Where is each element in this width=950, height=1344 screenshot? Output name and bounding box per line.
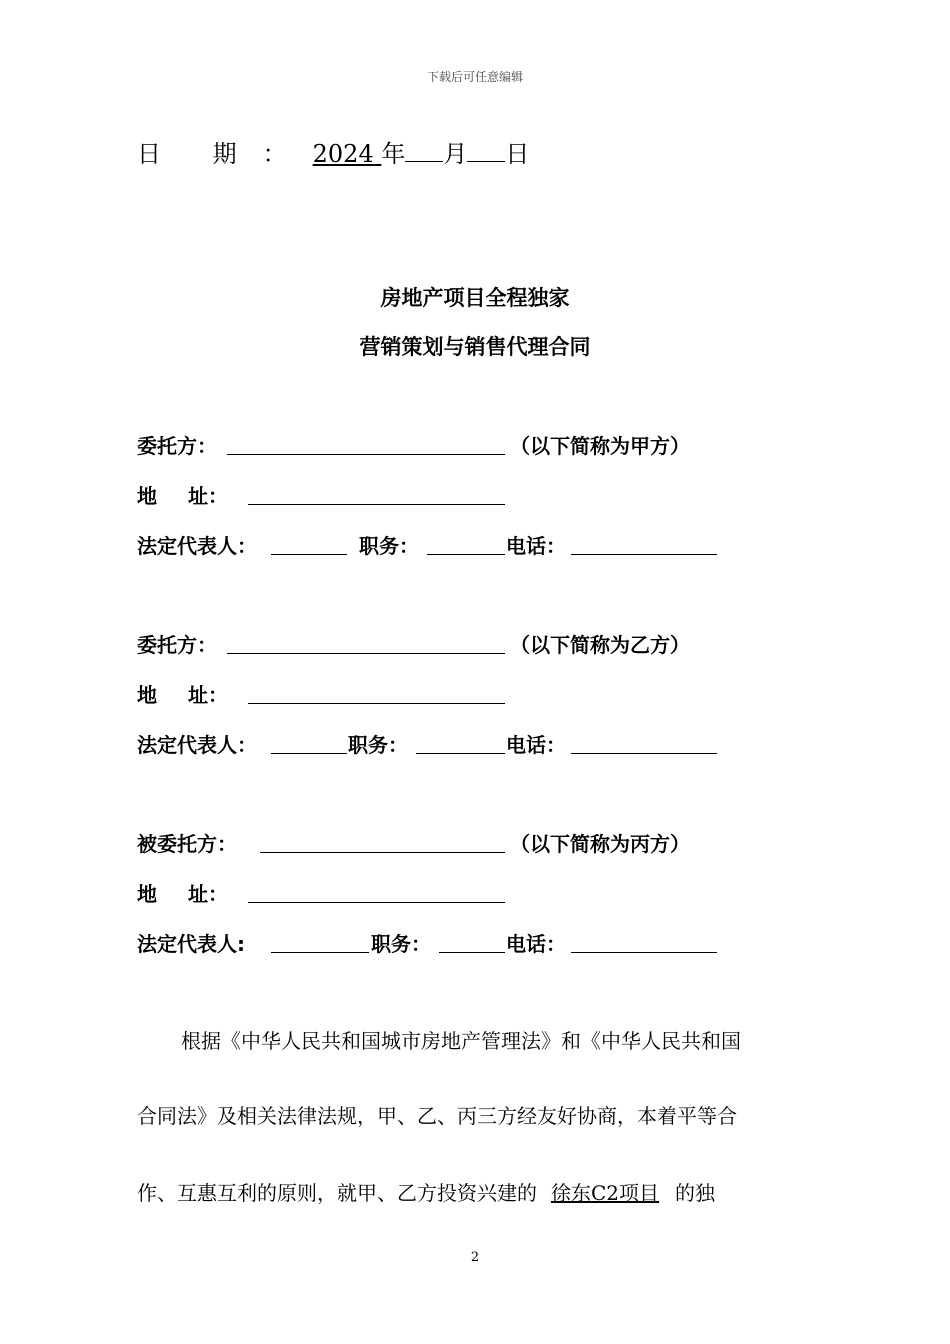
party-b-address-row <box>137 679 817 709</box>
party-a-address-row <box>137 480 817 510</box>
party-a-position-label: 职务： <box>359 534 419 558</box>
party-a-phone-label: 电话： <box>506 534 566 558</box>
party-b-row <box>137 629 817 659</box>
party-c-suffix: （以下简称为丙方） <box>510 832 690 856</box>
party-a-row <box>137 430 817 460</box>
date-year-unit: 年 <box>381 140 406 168</box>
party-c-phone-label: 电话： <box>506 932 566 956</box>
party-b-name-blank <box>227 653 505 654</box>
party-b-suffix: （以下简称为乙方） <box>510 633 690 657</box>
party-c-position-label: 职务： <box>371 932 431 956</box>
date-colon: ： <box>262 140 287 168</box>
party-c-rep-label: 法定代表人: <box>137 932 245 956</box>
party-b-position-blank <box>416 753 505 754</box>
party-b-position-label: 职务： <box>348 733 408 757</box>
date-day-unit: 日 <box>505 140 530 168</box>
party-a-phone-blank <box>571 554 717 555</box>
party-b-phone-label: 电话： <box>506 733 566 757</box>
party-a-label: 委托方： <box>137 434 217 458</box>
date-year: 2024 <box>312 140 374 168</box>
body-line-2: 合同法》及相关法律法规，甲、乙、丙三方经友好协商，本着平等合 <box>137 1104 737 1128</box>
party-c-label: 被委托方： <box>137 832 237 856</box>
party-c-address-label: 地 址： <box>137 882 228 906</box>
page-number: 2 <box>470 1250 480 1265</box>
party-c-rep-row <box>137 928 817 958</box>
date-month-unit: 月 <box>443 140 468 168</box>
party-c-address-row <box>137 878 817 908</box>
date-day-blank <box>467 141 505 162</box>
party-c-rep-blank <box>271 952 369 953</box>
party-b-rep-blank <box>271 753 347 754</box>
party-c-row <box>137 828 817 858</box>
date-month-blank <box>405 141 443 162</box>
date-label: 日 期 <box>137 140 259 168</box>
party-b-phone-blank <box>571 753 717 754</box>
party-a-rep-blank <box>271 554 347 555</box>
party-a-address-blank <box>248 504 505 505</box>
contract-title-line1: 房地产项目全程独家 <box>380 286 570 310</box>
party-a-rep-label: 法定代表人： <box>137 534 257 558</box>
contract-title-line2: 营销策划与销售代理合同 <box>359 335 591 359</box>
party-b-address-blank <box>248 703 505 704</box>
body-line-3-after: 的独 <box>675 1181 716 1205</box>
party-c-name-blank <box>260 852 505 853</box>
party-b-rep-row <box>137 729 817 759</box>
party-b-label: 委托方： <box>137 633 217 657</box>
party-c-address-blank <box>248 902 505 903</box>
party-c-phone-blank <box>571 952 717 953</box>
date-line <box>137 134 529 169</box>
party-b-rep-label: 法定代表人： <box>137 733 257 757</box>
party-a-rep-row <box>137 530 817 560</box>
party-b-address-label: 地 址： <box>137 683 228 707</box>
party-a-suffix: （以下简称为甲方） <box>510 434 690 458</box>
body-line-3 <box>137 1177 817 1206</box>
party-a-address-label: 地 址： <box>137 484 228 508</box>
page-header: 下载后可任意编辑 <box>426 70 523 84</box>
party-a-position-blank <box>427 554 505 555</box>
project-name: 徐东C2项目 <box>551 1181 660 1205</box>
body-line-1: 根据《中华人民共和国城市房地产管理法》和《中华人民共和国 <box>181 1029 741 1053</box>
party-a-name-blank <box>227 454 505 455</box>
party-c-position-blank <box>439 952 505 953</box>
body-line-3-before: 作、互惠互利的原则，就甲、乙方投资兴建的 <box>137 1181 537 1205</box>
